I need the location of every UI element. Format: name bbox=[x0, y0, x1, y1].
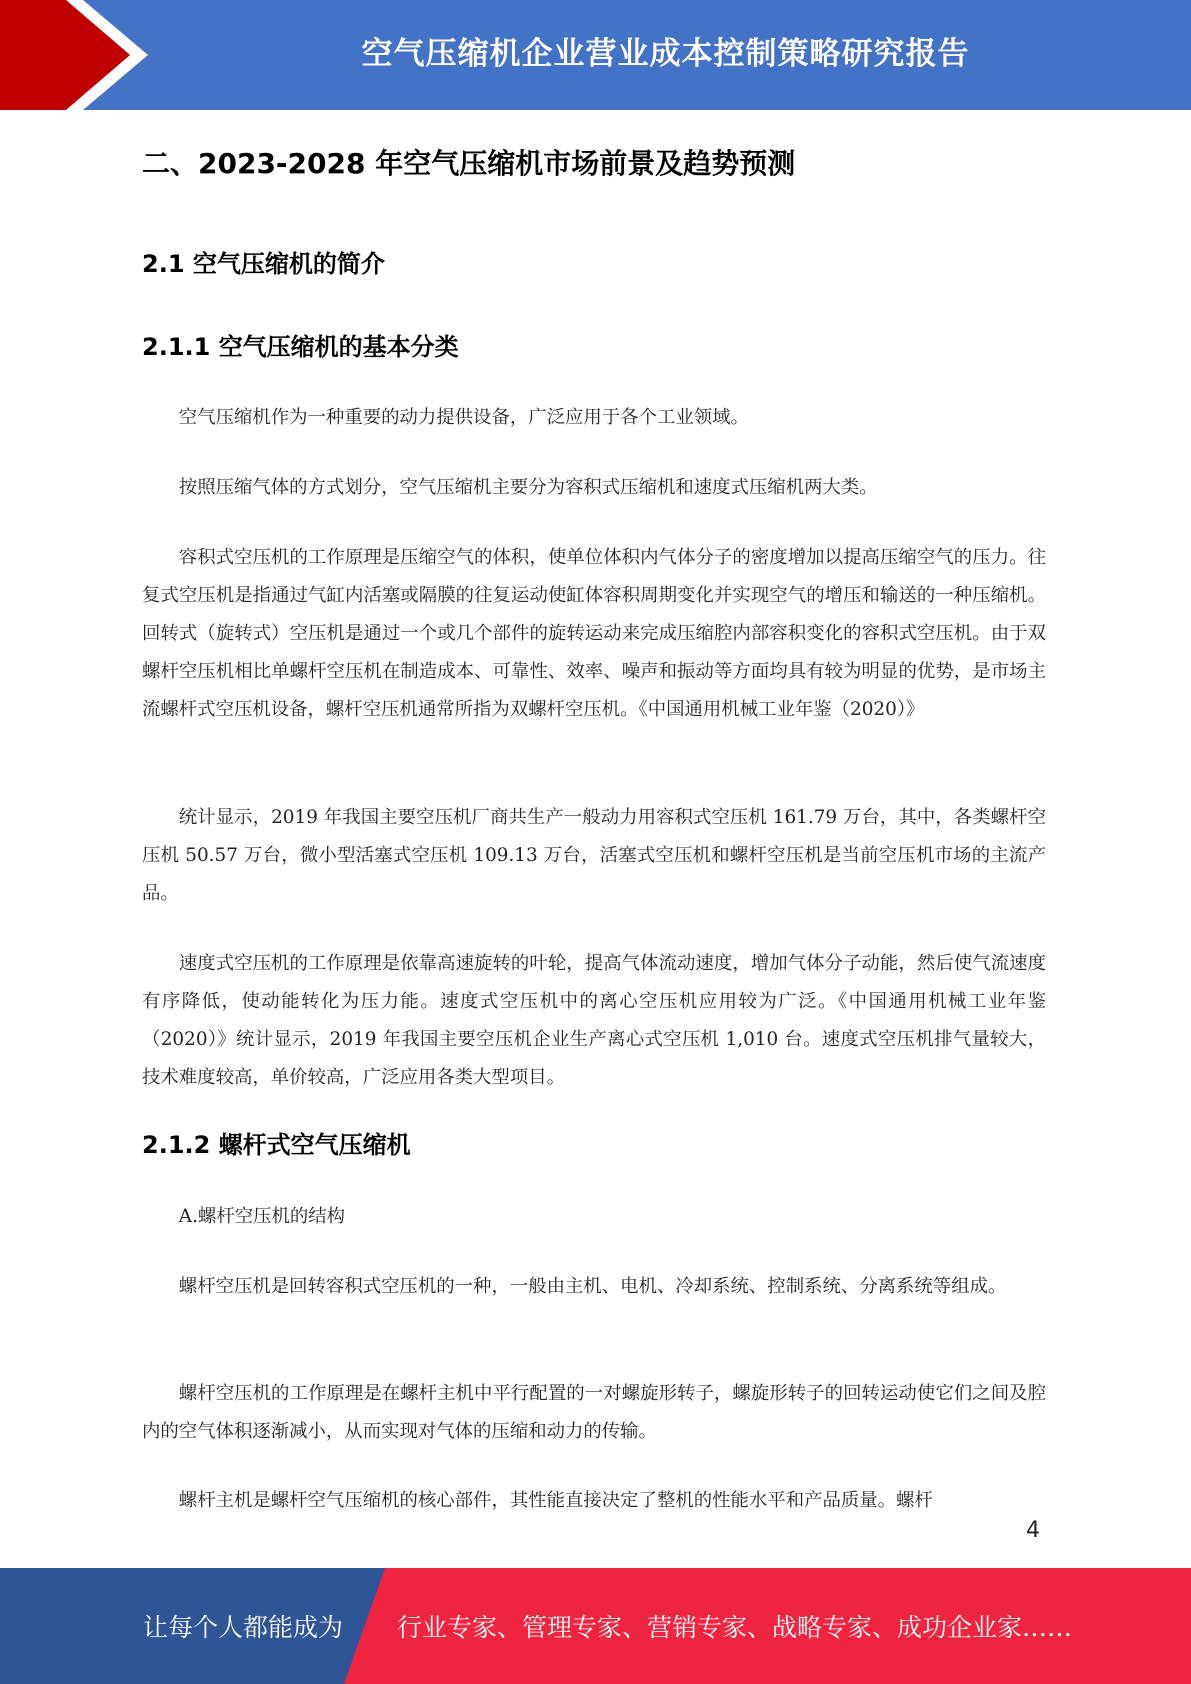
section-heading: 二、2023-2028 年空气压缩机市场前景及趋势预测 bbox=[142, 147, 796, 180]
subsection-heading-2-1-1: 2.1.1 空气压缩机的基本分类 bbox=[142, 333, 459, 361]
footer-slogan-left: 让每个人都能成为 bbox=[143, 1613, 344, 1642]
paragraph: 容积式空压机的工作原理是压缩空气的体积，使单位体积内气体分子的密度增加以提高压缩空气的压力。往复式空压机是指通过气缸内活塞或隔膜的往复运动使缸体容积周期变化并实现空气的增压和输送的一种压缩机。回转式（旋转式）空压机是通过一个或几个部件的旋转运动来完成压缩腔内部容积变化的容积式空压机。由于双螺杆空压机相比单螺杆空压机在制造成本、可靠性、效率、噪声和振动等方面均具有较为明显的优势，是市场主流螺杆式空压机设备，螺杆空压机通常所指为双螺杆空压机。《中国通用机械工业年鉴（2020）》 bbox=[142, 547, 1046, 720]
page-number: 4 bbox=[1026, 1518, 1040, 1543]
paragraph: 螺杆空压机的工作原理是在螺杆主机中平行配置的一对螺旋形转子，螺旋形转子的回转运动使它们之间及腔内的空气体积逐渐减小，从而实现对气体的压缩和动力的传输。 bbox=[142, 1383, 1046, 1442]
page-header bbox=[0, 0, 1191, 110]
paragraph: 螺杆空压机是回转容积式空压机的一种，一般由主机、电机、冷却系统、控制系统、分离系统等组成。 bbox=[178, 1276, 1007, 1297]
subsection-heading-2-1: 2.1 空气压缩机的简介 bbox=[142, 250, 385, 278]
paragraph: A.螺杆空压机的结构 bbox=[178, 1206, 346, 1227]
paragraph: 按照压缩气体的方式划分，空气压缩机主要分为容积式压缩机和速度式压缩机两大类。 bbox=[178, 477, 878, 498]
paragraph: 空气压缩机作为一种重要的动力提供设备，广泛应用于各个工业领域。 bbox=[178, 407, 749, 428]
chevron-arrow-icon bbox=[0, 0, 160, 110]
footer-slogan-right: 行业专家、管理专家、营销专家、战略专家、成功企业家…… bbox=[397, 1613, 1073, 1642]
paragraph: 螺杆主机是螺杆空气压缩机的核心部件，其性能直接决定了整机的性能水平和产品质量。螺杆 bbox=[178, 1490, 933, 1511]
paragraph: 速度式空压机的工作原理是依靠高速旋转的叶轮，提高气体流动速度，增加气体分子动能，然后使气流速度有序降低，使动能转化为压力能。速度式空压机中的离心空压机应用较为广泛。《中国通用机械工业年鉴（2020）》统计显示，2019 年我国主要空压机企业生产离心式空压机 1,010 台。速度式空压机排气量较大，技术难度较高，单价较高，广泛应用各类大型项目。 bbox=[142, 953, 1046, 1088]
subsection-heading-2-1-2: 2.1.2 螺杆式空气压缩机 bbox=[142, 1131, 411, 1159]
paragraph: 统计显示，2019 年我国主要空压机厂商共生产一般动力用容积式空压机 161.79 万台，其中，各类螺杆空压机 50.57 万台，微小型活塞式空压机 109.13 万台，活塞式空压机和螺杆空压机是当前空压机市场的主流产品。 bbox=[142, 807, 1046, 904]
report-title: 空气压缩机企业营业成本控制策略研究报告 bbox=[361, 35, 970, 72]
page-footer bbox=[0, 1568, 1191, 1684]
